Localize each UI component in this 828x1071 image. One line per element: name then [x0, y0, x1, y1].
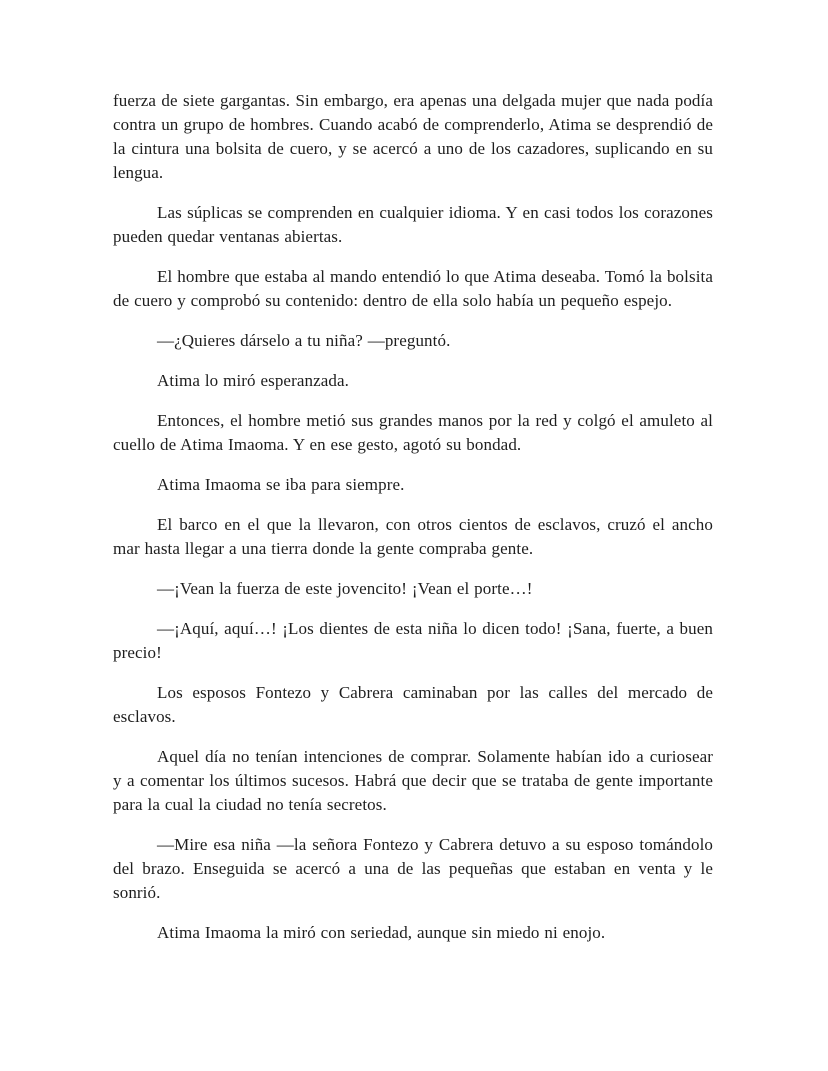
paragraph: Entonces, el hombre metió sus grandes manos por la red y colgó el amuleto al cuello de Atima Imaoma. Y en ese gesto, agotó su bondad.: [113, 411, 713, 454]
paragraph-dialogue: —¡Aquí, aquí…! ¡Los dientes de esta niña lo dicen todo! ¡Sana, fuerte, a buen precio!: [113, 619, 713, 662]
paragraph: El hombre que estaba al mando entendió lo que Atima deseaba. Tomó la bolsita de cuero y comprobó su contenido: dentro de ella solo había un pequeño espejo.: [113, 267, 713, 310]
paragraph-dialogue: —Mire esa niña —la señora Fontezo y Cabrera detuvo a su esposo tomándolo del brazo. Enseguida se acercó a una de las pequeñas que estaban en venta y le sonrió.: [113, 835, 713, 902]
paragraph-dialogue: —¿Quieres dárselo a tu niña? —preguntó.: [157, 331, 451, 350]
text-block: [113, 89, 713, 945]
paragraph: El barco en el que la llevaron, con otros cientos de esclavos, cruzó el ancho mar hasta llegar a una tierra donde la gente compraba gente.: [113, 515, 713, 558]
paragraph: Atima Imaoma se iba para siempre.: [157, 475, 405, 494]
paragraph: Atima lo miró esperanzada.: [157, 371, 349, 390]
paragraph: fuerza de siete gargantas. Sin embargo, era apenas una delgada mujer que nada podía contra un grupo de hombres. Cuando acabó de comprenderlo, Atima se desprendió de la cintura una bolsita de cuero, y se acercó a uno de los cazadores, suplicando en su lengua.: [113, 91, 713, 182]
paragraph: Aquel día no tenían intenciones de comprar. Solamente habían ido a curiosear y a comentar los últimos sucesos. Habrá que decir que se trataba de gente importante para la cual la ciudad no tenía secretos.: [113, 747, 713, 814]
paragraph: Los esposos Fontezo y Cabrera caminaban por las calles del mercado de esclavos.: [113, 683, 713, 726]
paragraph: Atima Imaoma la miró con seriedad, aunque sin miedo ni enojo.: [157, 923, 606, 942]
paragraph-dialogue: —¡Vean la fuerza de este jovencito! ¡Vean el porte…!: [157, 579, 533, 598]
paragraph: Las súplicas se comprenden en cualquier idioma. Y en casi todos los corazones pueden quedar ventanas abiertas.: [113, 203, 713, 246]
